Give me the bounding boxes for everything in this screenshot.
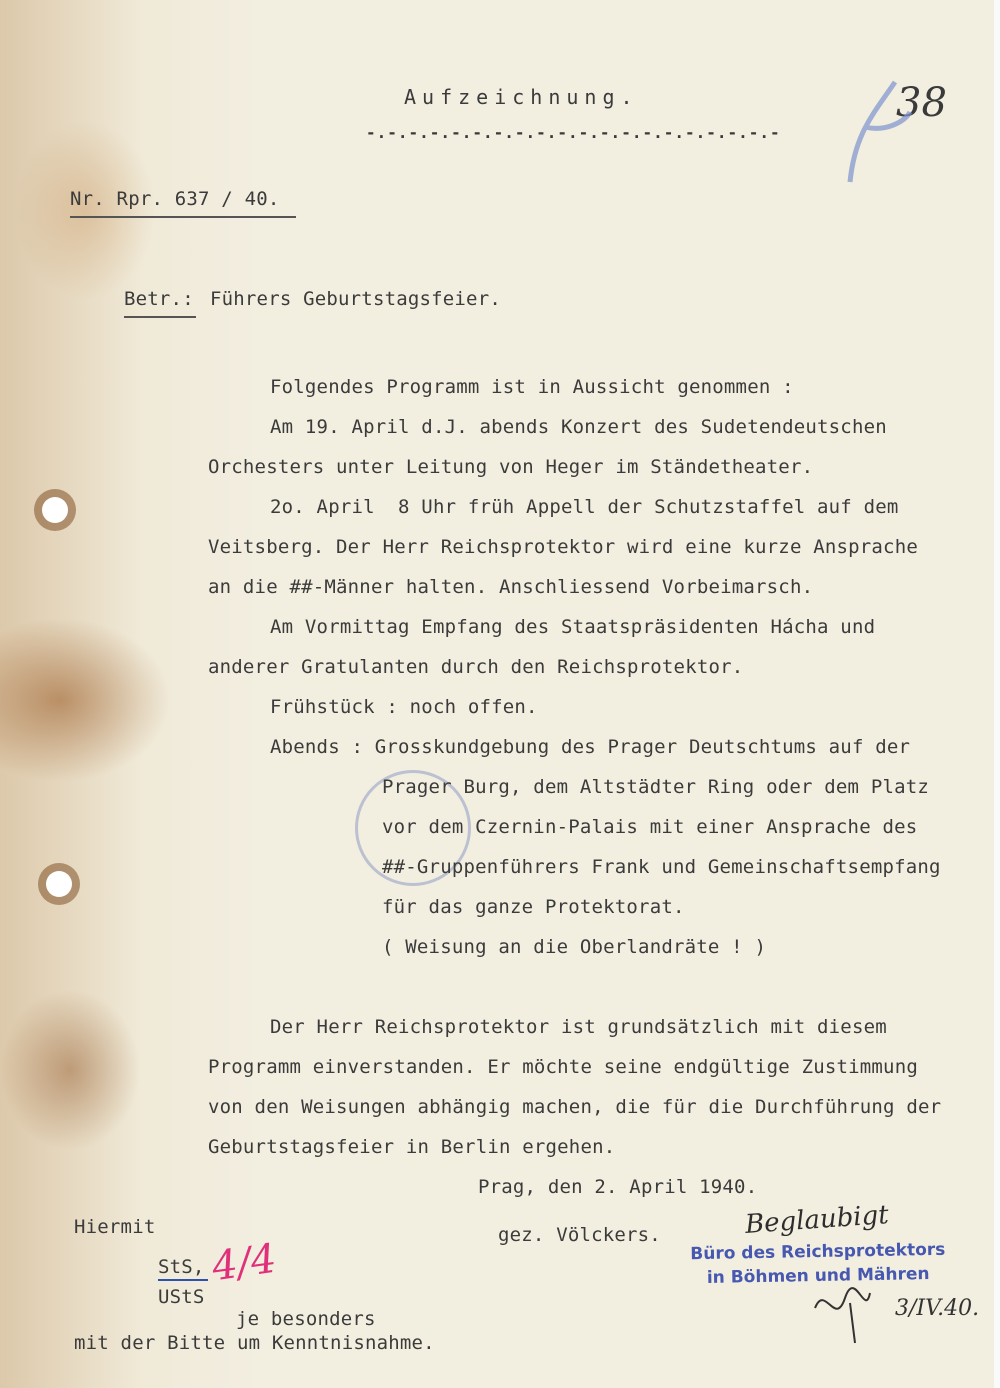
reference-underline (70, 216, 296, 218)
blue-pencil-mark (835, 72, 915, 192)
subject-label: Betr.: (124, 288, 194, 310)
program-line: anderer Gratulanten durch den Reichsprotektor. (208, 656, 744, 678)
program-line: vor dem Czernin-Palais mit einer Ansprache des (382, 816, 918, 838)
closing-line: Geburtstagsfeier in Berlin ergehen. (208, 1136, 616, 1158)
red-initials: 4/4 (209, 1235, 280, 1291)
program-line: ( Weisung an die Oberlandräte ! ) (382, 936, 767, 958)
stamp-line: Büro des Reichsprotektors (690, 1239, 946, 1265)
handwritten-date: 3/IV.40. (895, 1296, 980, 1321)
program-line: Prager Burg, dem Altstädter Ring oder dem Platz (382, 776, 930, 798)
handwritten-signature-mark (810, 1278, 890, 1348)
document-title: Aufzeichnung. (404, 85, 639, 109)
program-line: an die ##-Männer halten. Anschliessend Vorbeimarsch. (208, 576, 814, 598)
closing-line: Programm einverstanden. Er möchte seine endgültige Zustimmung (208, 1056, 918, 1078)
handwritten-certification: Beglaubigt (744, 1200, 890, 1240)
punch-hole-upper (42, 497, 68, 523)
distribution-intro: Hiermit (74, 1216, 156, 1238)
page-number: 38 (896, 80, 947, 126)
program-line: 2o. April 8 Uhr früh Appell der Schutzstaffel auf dem (270, 496, 899, 518)
subject-text: Führers Geburtstagsfeier. (210, 288, 501, 310)
punch-hole-lower (46, 871, 72, 897)
closing-line: Der Herr Reichsprotektor ist grundsätzlich mit diesem (270, 1016, 887, 1038)
program-line: Veitsberg. Der Herr Reichsprotektor wird eine kurze Ansprache (208, 536, 918, 558)
recipient-sts-underline (158, 1279, 208, 1281)
program-line: Abends : Grosskundgebung des Prager Deutschtums auf der (270, 736, 911, 758)
program-line: Am 19. April d.J. abends Konzert des Sudetendeutschen (270, 416, 887, 438)
subject-label-underline (124, 316, 196, 318)
stamp-line: in Böhmen und Mähren (706, 1264, 930, 1288)
reference-number: Nr. Rpr. 637 / 40. (70, 188, 280, 210)
paper-edge (994, 0, 1000, 1388)
program-line: Frühstück : noch offen. (270, 696, 538, 718)
place-date: Prag, den 2. April 1940. (478, 1176, 758, 1198)
signature-line: gez. Völckers. (498, 1224, 661, 1246)
program-line: für das ganze Protektorat. (382, 896, 685, 918)
distribution-note: je besonders (236, 1308, 376, 1330)
recipient-usts: UStS (158, 1286, 205, 1308)
program-line: Orchesters unter Leitung von Heger im Ständetheater. (208, 456, 814, 478)
program-line: Am Vormittag Empfang des Staatspräsidenten Hácha und (270, 616, 876, 638)
closing-line: von den Weisungen abhängig machen, die für die Durchführung der (208, 1096, 942, 1118)
distribution-request: mit der Bitte um Kenntnisnahme. (74, 1332, 435, 1354)
program-line: Folgendes Programm ist in Aussicht genommen : (270, 376, 794, 398)
title-dash-rule: -.-.-.-.-.-.-.-.-.-.-.-.-.-.-.-.-.-.-.- (366, 123, 781, 142)
program-line: ##-Gruppenführers Frank und Gemeinschaftsempfang (382, 856, 941, 878)
recipient-sts: StS, (158, 1256, 205, 1278)
